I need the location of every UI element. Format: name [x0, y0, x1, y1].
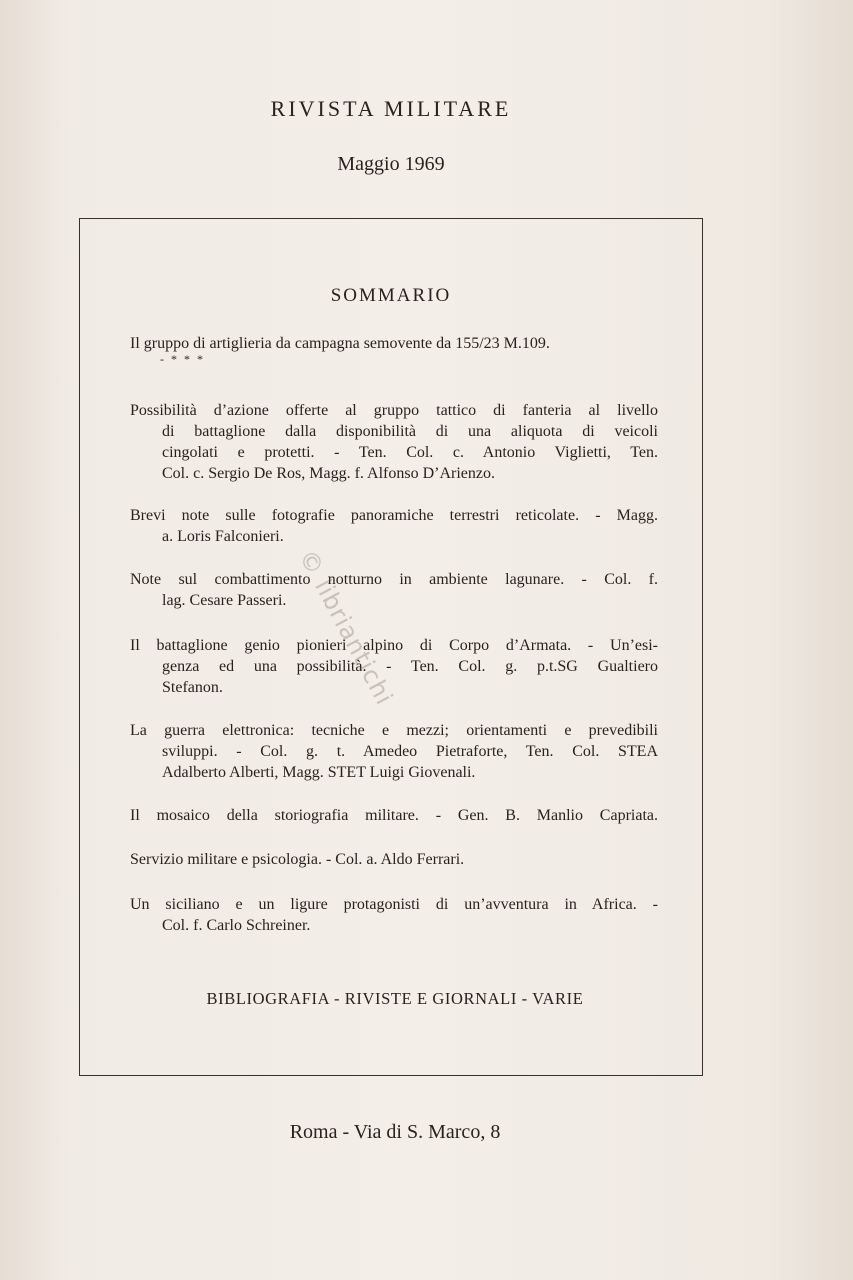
entry-line: di battaglione dalla disponibilità di una aliquota di veicoli	[162, 423, 658, 440]
entry-line: Il mosaico della storiografia militare. - Gen. B. Manlio Capriata.	[130, 807, 658, 824]
entry-line: Il gruppo di artiglieria da campagna semovente da 155/23 M.109.	[130, 335, 550, 352]
entry-line: Col. f. Carlo Schreiner.	[162, 917, 311, 934]
contents-entry-1	[130, 333, 658, 354]
entry-line: La guerra elettronica: tecniche e mezzi; orientamenti e prevedibili	[130, 722, 658, 739]
entry-line: Servizio militare e psicologia. - Col. a. Aldo Ferrari.	[130, 851, 465, 868]
contents-entry-4	[130, 569, 658, 611]
contents-entry-7	[130, 805, 658, 826]
entry-line: Note sul combattimento notturno in ambiente lagunare. - Col. f.	[130, 571, 658, 588]
entry-line: Col. c. Sergio De Ros, Magg. f. Alfonso D’Arienzo.	[162, 465, 495, 482]
entry-line: Possibilità d’azione offerte al gruppo tattico di fanteria al livello	[130, 402, 658, 419]
entry-line: Stefanon.	[162, 679, 223, 696]
author-stars: - * * *	[160, 352, 205, 366]
contents-entry-2	[130, 400, 658, 484]
sections-line: BIBLIOGRAFIA - RIVISTE E GIORNALI - VARIE	[206, 989, 584, 1008]
entry-line: genza ed una possibilità. - Ten. Col. g. p.t.SG Gualtiero	[162, 658, 658, 675]
contents-entry-9	[130, 894, 658, 936]
journal-title: RIVISTA MILITARE	[270, 96, 512, 121]
entry-line: sviluppi. - Col. g. t. Amedeo Pietraforte, Ten. Col. STEA	[162, 743, 658, 760]
entry-line: Un siciliano e un ligure protagonisti di un’avventura in Africa. -	[130, 896, 658, 913]
contents-heading: SOMMARIO	[330, 285, 452, 306]
watermark: © libriantichi	[293, 545, 399, 710]
publisher-address: Roma - Via di S. Marco, 8	[289, 1121, 501, 1143]
entry-line: cingolati e protetti. - Ten. Col. c. Antonio Viglietti, Ten.	[162, 444, 658, 461]
entry-line: a. Loris Falconieri.	[162, 528, 284, 545]
entry-line: Brevi note sulle fotografie panoramiche terrestri reticolate. - Magg.	[130, 507, 658, 524]
entry-line: Adalberto Alberti, Magg. STET Luigi Giovenali.	[162, 764, 476, 781]
issue-date: Maggio 1969	[337, 153, 445, 175]
contents-entry-3	[130, 505, 658, 547]
entry-line: Il battaglione genio pionieri alpino di Corpo d’Armata. - Un’esi-	[130, 637, 658, 654]
entry-line: lag. Cesare Passeri.	[162, 592, 287, 609]
contents-entry-8	[130, 849, 658, 870]
